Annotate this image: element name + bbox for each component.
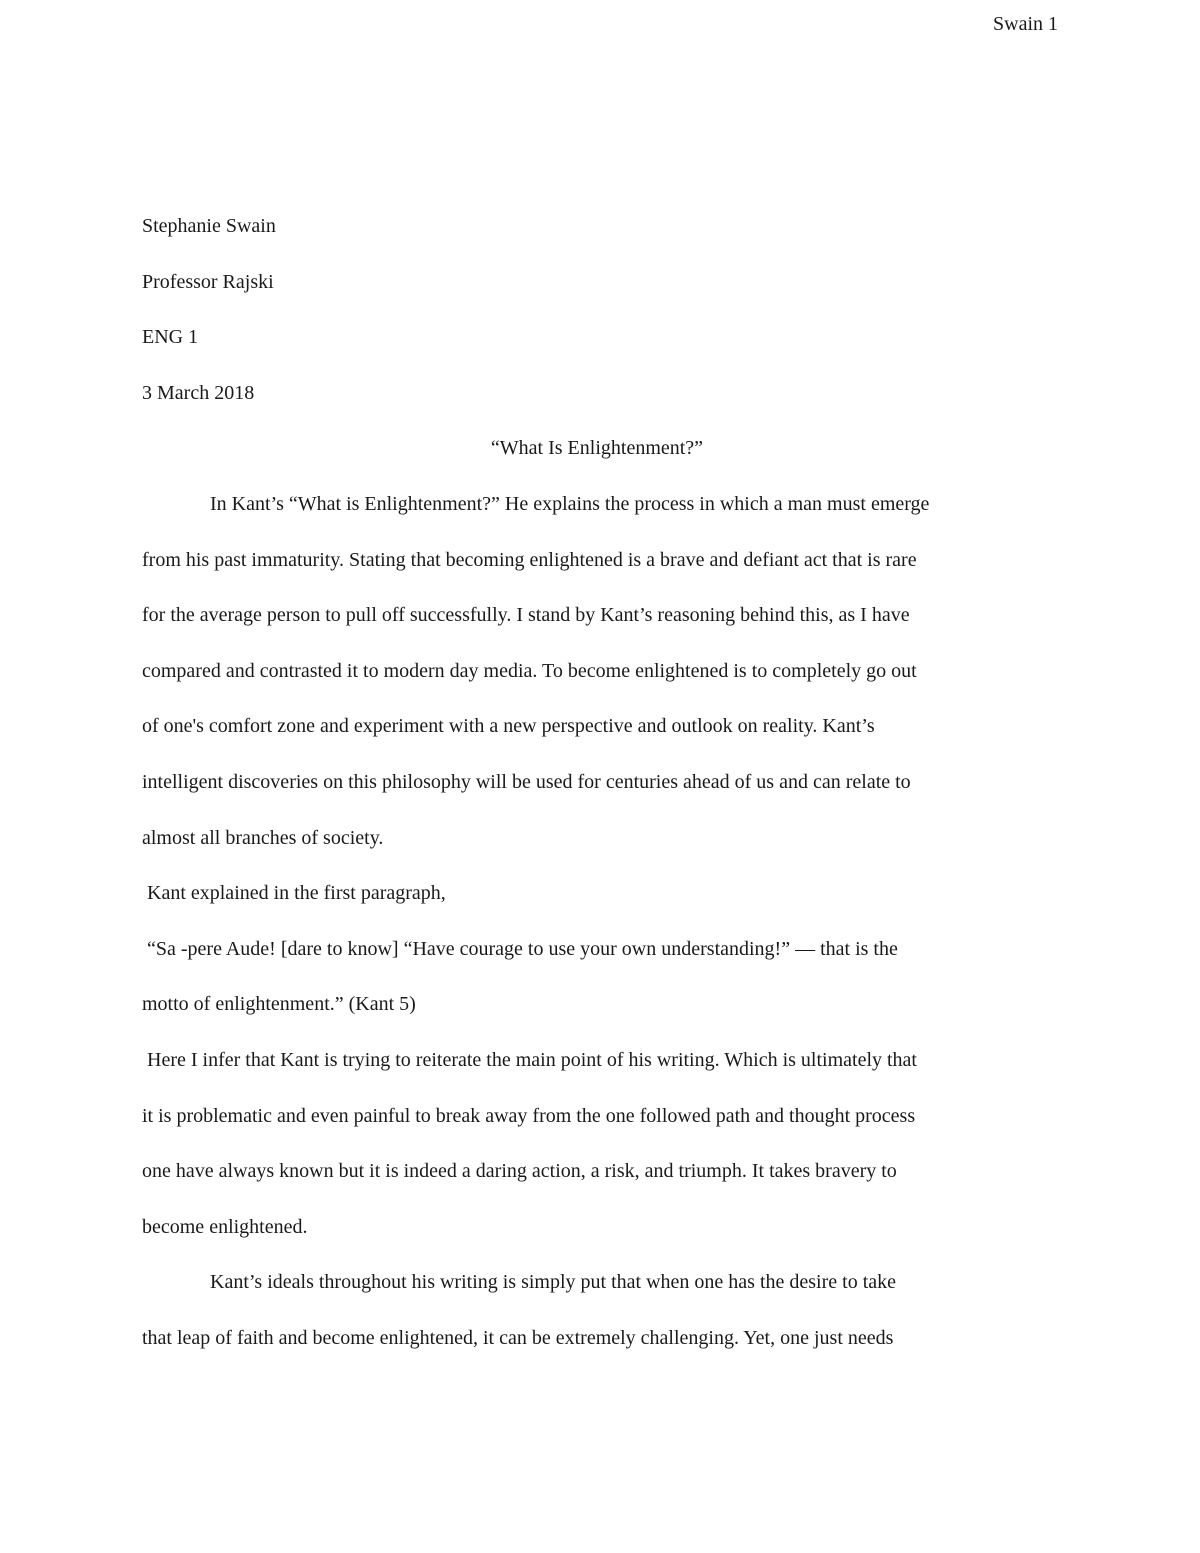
course-name: ENG 1	[142, 326, 199, 349]
paragraph-line: for the average person to pull off successfully. I stand by Kant’s reasoning behind this, as I have	[142, 604, 910, 627]
paragraph-line: intelligent discoveries on this philosophy will be used for centuries ahead of us and can relate to	[142, 770, 911, 793]
paragraph-line: one have always known but it is indeed a daring action, a risk, and triumph. It takes bravery to	[142, 1160, 897, 1183]
paragraph-line: compared and contrasted it to modern day media. To become enlightened is to completely go out	[142, 659, 917, 682]
paragraph-line: In Kant’s “What is Enlightenment?” He explains the process in which a man must emerge	[210, 492, 930, 515]
paragraph-line: almost all branches of society.	[142, 826, 384, 849]
paragraph-line: from his past immaturity. Stating that becoming enlightened is a brave and defiant act that is rare	[142, 548, 917, 571]
paragraph-line: Kant’s ideals throughout his writing is simply put that when one has the desire to take	[210, 1271, 897, 1294]
document-body	[142, 199, 1070, 1366]
paragraph-line: that leap of faith and become enlightened, it can be extremely challenging. Yet, one just needs	[142, 1326, 894, 1349]
paragraph-line: motto of enlightenment.” (Kant 5)	[142, 993, 416, 1016]
paragraph-line: “Sa -pere Aude! [dare to know] “Have courage to use your own understanding!” — that is the	[147, 937, 898, 960]
essay-date: 3 March 2018	[142, 381, 255, 404]
paragraph-line: Here I infer that Kant is trying to reiterate the main point of his writing. Which is ultimately that	[147, 1048, 917, 1071]
paragraph-ideals	[142, 1255, 1070, 1366]
paragraph-analysis	[142, 1033, 1070, 1255]
paragraph-line: Kant explained in the first paragraph,	[147, 882, 446, 905]
paragraph-line: it is problematic and even painful to break away from the one followed path and thought process	[142, 1104, 916, 1127]
paragraph-intro	[142, 477, 1070, 866]
paragraph-line: become enlightened.	[142, 1215, 308, 1238]
paragraph-quotation	[142, 922, 1070, 1033]
student-name: Stephanie Swain	[142, 215, 276, 237]
professor-name: Professor Rajski	[142, 270, 274, 293]
essay-title: “What Is Enlightenment?”	[490, 437, 704, 460]
paragraph-line: of one's comfort zone and experiment with a new perspective and outlook on reality. Kant’s	[142, 715, 875, 738]
running-head: Swain 1	[993, 13, 1058, 35]
paragraph-quote-intro	[142, 866, 1070, 922]
